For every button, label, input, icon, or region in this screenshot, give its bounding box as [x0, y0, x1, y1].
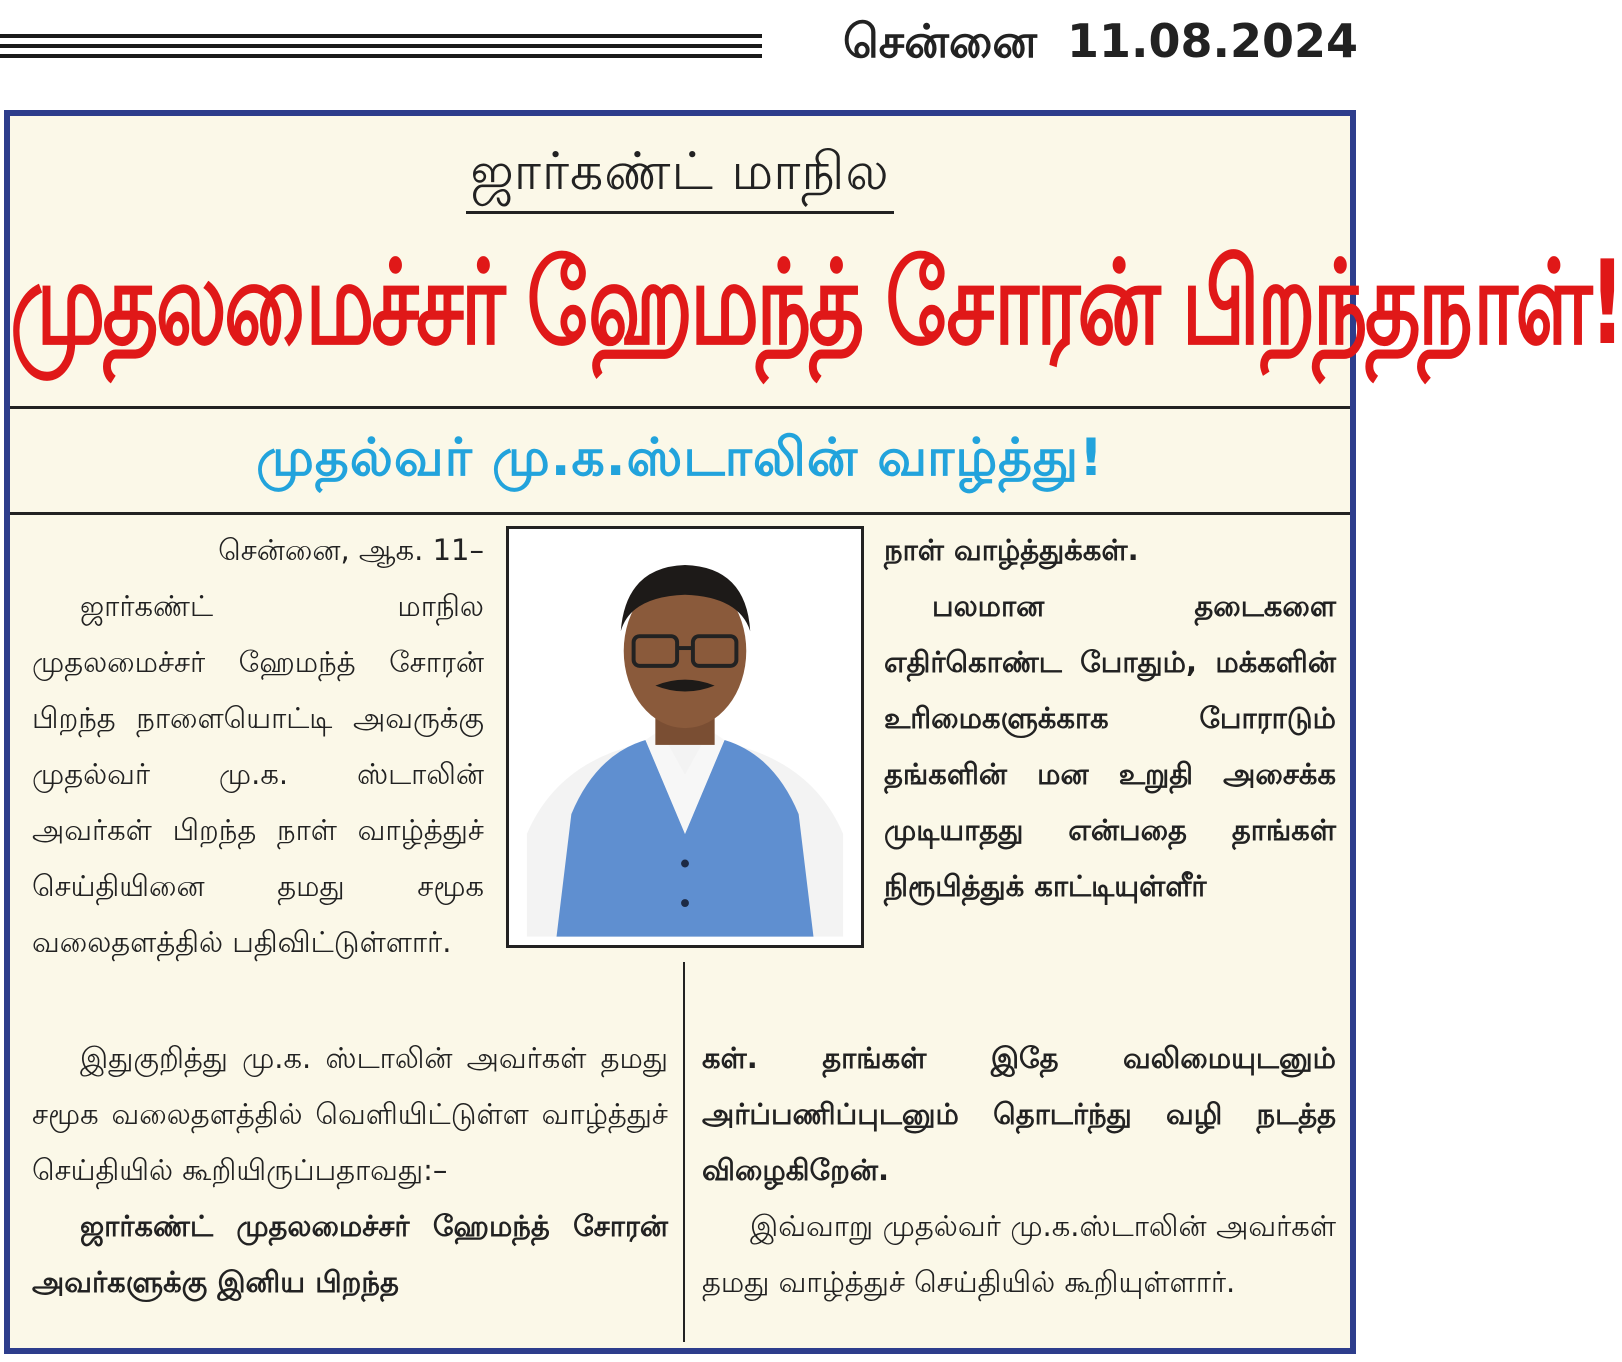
subhead-divider	[10, 512, 1350, 515]
closing-paragraph: இவ்வாறு முதல்வர் மு.க.ஸ்டாலின் அவர்கள் தமது வாழ்த்துச் செய்தியில் கூறியுள்ளார்.	[702, 1209, 1336, 1299]
column-d	[702, 1030, 1336, 1310]
quote-end: கள். தாங்கள் இதே வலிமையுடனும் அர்ப்பணிப்புடனும் தொடர்ந்து வழி நடத்த விழைகிறேன்.	[702, 1041, 1336, 1187]
masthead-city: சென்னை	[842, 14, 1037, 68]
headline-divider	[10, 406, 1350, 409]
column-b-paragraph: இதுகுறித்து மு.க. ஸ்டாலின் அவர்கள் தமது சமூக வலைதளத்தில் வெளியிட்டுள்ள வாழ்த்துச் செய்தியில் கூறியிருப்பதாவது:–	[32, 1041, 668, 1187]
article-headline: முதலமைச்சர் ஹேமந்த் சோரன் பிறந்தநாள்!	[10, 236, 1622, 372]
column-b	[32, 1030, 668, 1310]
column-c	[884, 522, 1336, 914]
quote-start: ஜார்கண்ட் முதலமைச்சர் ஹேமந்த் சோரன் அவர்களுக்கு இனிய பிறந்த	[32, 1209, 668, 1299]
article-kicker: ஜார்கண்ட் மாநில	[466, 142, 893, 214]
column-divider	[683, 962, 685, 1342]
masthead-date: 11.08.2024	[1066, 14, 1358, 68]
column-a-paragraph: ஜார்கண்ட் மாநில முதலமைச்சர் ஹேமந்த் சோரன் பிறந்த நாளையொட்டி அவருக்கு முதல்வர் மு.க. ஸ்டாலின் அவர்கள் பிறந்த நாள் வாழ்த்துச் செய்தியினை தமது சமூக வலைதளத்தில் பதிவிட்டுள்ளார்.	[32, 589, 484, 959]
portrait-photo	[506, 526, 864, 948]
kicker-wrap	[10, 142, 1350, 214]
column-a	[32, 522, 484, 970]
quote-continued: நாள் வாழ்த்துக்கள்.	[884, 533, 1139, 567]
masthead-dateline	[843, 14, 1358, 75]
article-frame	[4, 110, 1622, 1354]
portrait-illustration	[517, 537, 853, 937]
article-subhead: முதல்வர் மு.க.ஸ்டாலின் வாழ்த்து!	[256, 428, 1104, 488]
article-dateline: சென்னை, ஆக. 11–	[218, 533, 484, 567]
masthead-rules	[0, 34, 762, 64]
quote-paragraph: பலமான தடைகளை எதிர்கொண்ட போதும், மக்களின் உரிமைகளுக்காக போராடும் தங்களின் மன உறுதி அசைக்க முடியாதது என்பதை தாங்கள் நிரூபித்துக் காட்டியுள்ளீர்	[884, 589, 1336, 903]
